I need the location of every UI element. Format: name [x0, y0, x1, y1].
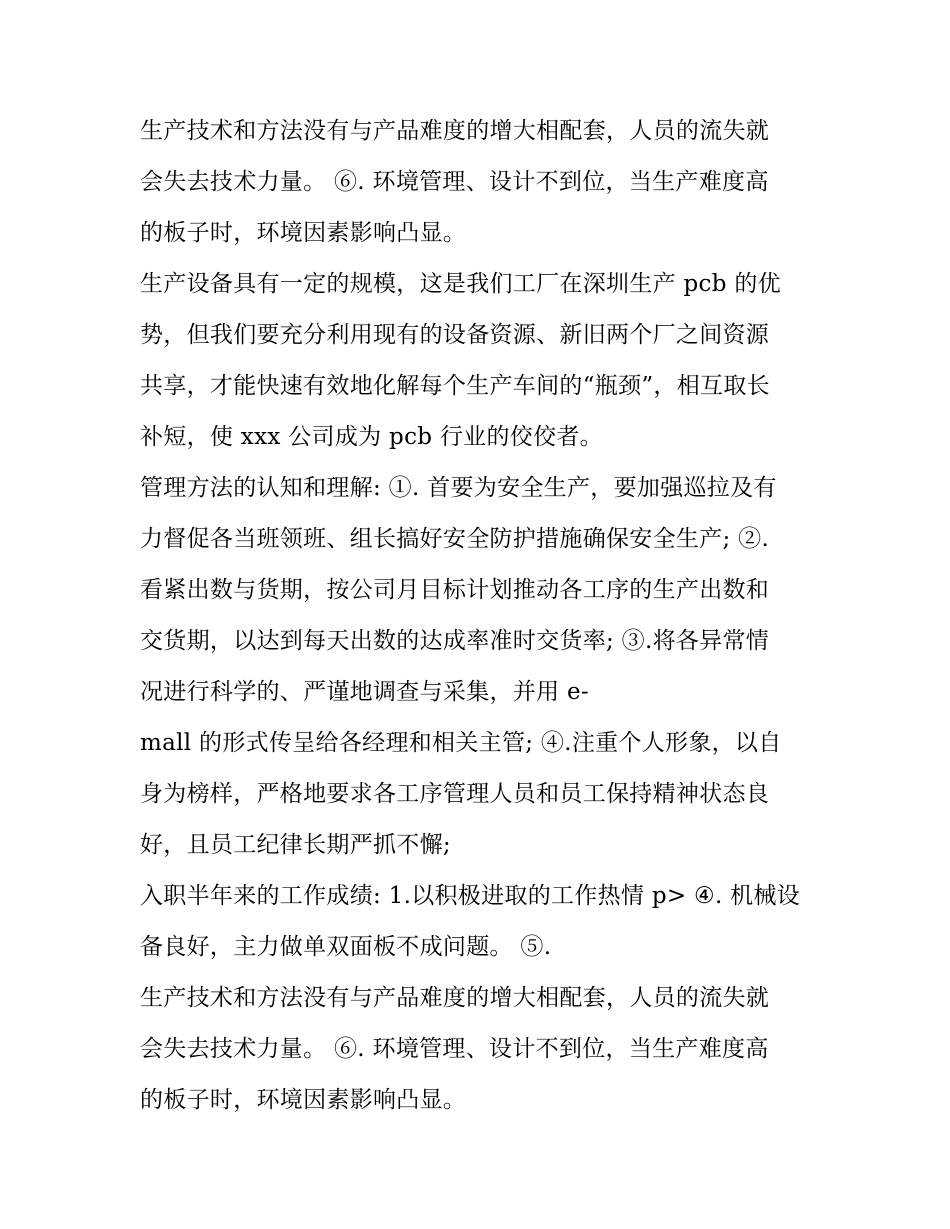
text-line: 生产技术和方法没有与产品难度的增大相配套，人员的流失就	[140, 118, 770, 144]
text-line: 会失去技术力量。 ⑥. 环境管理、设计不到位，当生产难度高	[140, 169, 769, 195]
text-line: 共享，才能快速有效地化解每个生产车间的“瓶颈”，相互取长	[140, 373, 770, 399]
text-line: 交货期，以达到每天出数的达成率准时交货率; ③.将各异常情	[140, 628, 770, 654]
text-line: 会失去技术力量。 ⑥. 环境管理、设计不到位，当生产难度高	[140, 1036, 769, 1062]
text-line: 好，且员工纪律长期严抓不懈;	[140, 832, 451, 858]
text-line: 管理方法的认知和理解: ①. 首要为安全生产，要加强巡拉及有	[140, 475, 777, 501]
text-line: 补短，使 xxx 公司成为 pcb 行业的佼佼者。	[140, 424, 603, 450]
text-line: 的板子时，环境因素影响凸显。	[140, 220, 467, 246]
text-line: mall 的形式传呈给各经理和相关主管; ④.注重个人形象，以自	[140, 730, 782, 756]
text-line: 看紧出数与货期，按公司月目标计划推动各工序的生产出数和	[140, 577, 770, 603]
document-body	[140, 106, 812, 1126]
text-line: 生产技术和方法没有与产品难度的增大相配套，人员的流失就	[140, 985, 770, 1011]
text-line: 况进行科学的、严谨地调查与采集，并用 e-	[140, 679, 589, 705]
text-line: 生产设备具有一定的规模，这是我们工厂在深圳生产 pcb 的优	[140, 271, 781, 297]
text-line: 身为榜样，严格地要求各工序管理人员和员工保持精神状态良	[140, 781, 770, 807]
text-line: 入职半年来的工作成绩: 1.以积极进取的工作热情 p> ④. 机械设	[140, 883, 801, 909]
text-line: 力督促各当班领班、组长搞好安全防护措施确保安全生产; ②.	[140, 526, 770, 552]
text-line: 的板子时，环境因素影响凸显。	[140, 1087, 467, 1113]
text-line: 势，但我们要充分利用现有的设备资源、新旧两个厂之间资源	[140, 322, 770, 348]
text-line: 备良好，主力做单双面板不成问题。 ⑤.	[140, 934, 552, 960]
